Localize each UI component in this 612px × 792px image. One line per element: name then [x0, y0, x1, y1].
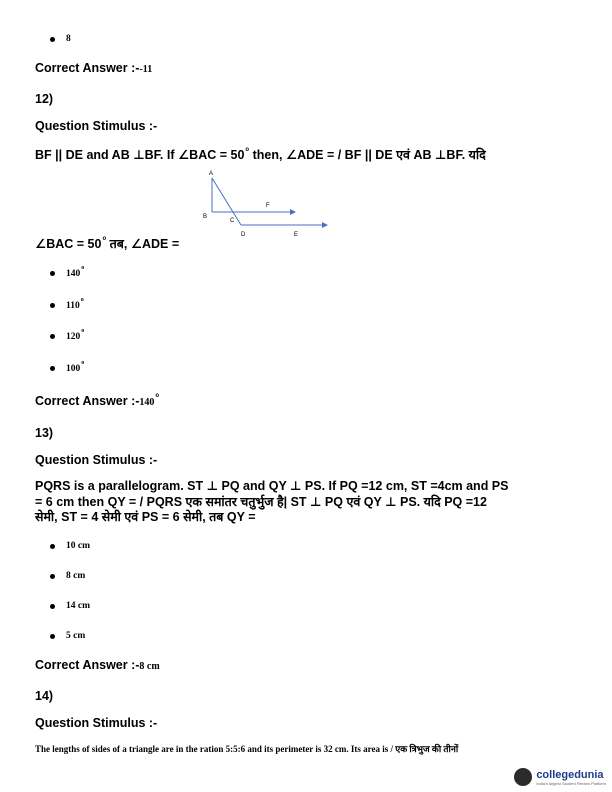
- label-b: B: [203, 214, 208, 220]
- option-text: 120: [66, 332, 81, 343]
- q12-text-part3: ∠BAC = 50: [35, 237, 102, 251]
- q12-number: 12): [35, 92, 54, 106]
- q12-text-part2: then, ∠ADE = / BF || DE एवं AB ⊥BF. यदि: [252, 148, 486, 163]
- degree-mark: o: [155, 392, 160, 399]
- option-5cm: 5 cm: [66, 631, 86, 641]
- degree-mark: o: [81, 360, 85, 366]
- option-110: [66, 297, 84, 312]
- option-8: 8: [66, 34, 71, 44]
- logo-tagline: India's largest Student Review Platform: [536, 780, 606, 786]
- bullet: [50, 574, 55, 579]
- q14-stimulus-text: The lengths of sides of a triangle are in the ration 5:5:6 and its perimeter is 32 cm. Its area is / एक त्रिभुज की तीनों: [35, 744, 459, 754]
- degree-mark: o: [245, 147, 250, 153]
- q13-number: 13): [35, 426, 54, 440]
- bullet: [50, 604, 55, 609]
- option-14cm: 14 cm: [66, 601, 91, 611]
- q14-stimulus-label: Question Stimulus :-: [35, 716, 158, 730]
- bullet: [50, 544, 55, 549]
- bullet: [50, 334, 55, 339]
- q13-stimulus-label: Question Stimulus :-: [35, 453, 158, 467]
- mascot-icon: [514, 768, 532, 786]
- q12-geometry-figure: [195, 168, 335, 240]
- q12-stimulus-text-line2: [35, 235, 179, 252]
- bullet: [50, 634, 55, 639]
- q12-text-part4: तब, ∠ADE =: [109, 237, 180, 251]
- q12-correct-answer: [35, 394, 159, 408]
- option-120: [66, 328, 85, 343]
- degree-mark: o: [80, 297, 84, 303]
- segment-ad: [212, 178, 241, 225]
- bullet: [50, 271, 55, 276]
- q14-number: 14): [35, 689, 54, 703]
- option-text: 100: [66, 364, 81, 375]
- answer-label: Correct Answer :-: [35, 394, 140, 408]
- label-e: E: [294, 232, 299, 238]
- bullet: [50, 303, 55, 308]
- label-d: D: [241, 232, 246, 238]
- q13-stimulus-line2: = 6 cm then QY = / PQRS एक समांतर चतुर्भुज है| ST ⊥ PQ एवं QY ⊥ PS. यदि PQ =12: [35, 495, 487, 509]
- degree-mark: o: [102, 235, 107, 242]
- logo-name: collegedunia: [536, 768, 604, 781]
- answer-label: Correct Answer :-: [35, 61, 140, 75]
- option-10cm: 10 cm: [66, 541, 91, 551]
- option-140: [66, 265, 85, 280]
- q12-stimulus-label: Question Stimulus :-: [35, 119, 158, 133]
- option-100: [66, 360, 85, 375]
- collegedunia-logo: [514, 768, 606, 786]
- answer-value: 8 cm: [139, 661, 160, 672]
- q13-stimulus-line1: PQRS is a parallelogram. ST ⊥ PQ and QY ⊥ PS. If PQ =12 cm, ST =4cm and PS: [35, 479, 509, 493]
- q13-correct-answer: [35, 658, 160, 672]
- answer-label: Correct Answer :-: [35, 658, 140, 672]
- bullet: [50, 366, 55, 371]
- degree-mark: o: [81, 328, 85, 334]
- q12-stimulus-text: [35, 146, 580, 162]
- answer-value: 140: [139, 397, 155, 408]
- label-c: C: [230, 218, 235, 224]
- option-text: 110: [66, 301, 80, 312]
- option-text: 140: [66, 269, 81, 280]
- q12-text-part1: BF || DE and AB ⊥BF. If ∠BAC = 50: [35, 148, 245, 163]
- q11-correct-answer: [35, 61, 152, 75]
- option-8cm: 8 cm: [66, 571, 86, 581]
- q13-stimulus-line3: सेमी, ST = 4 सेमी एवं PS = 6 सेमी, तब QY =: [35, 510, 256, 524]
- label-a: A: [209, 171, 214, 177]
- degree-mark: o: [81, 265, 85, 271]
- answer-value: -11: [139, 64, 153, 75]
- bullet: [50, 37, 55, 42]
- label-f: F: [266, 203, 270, 209]
